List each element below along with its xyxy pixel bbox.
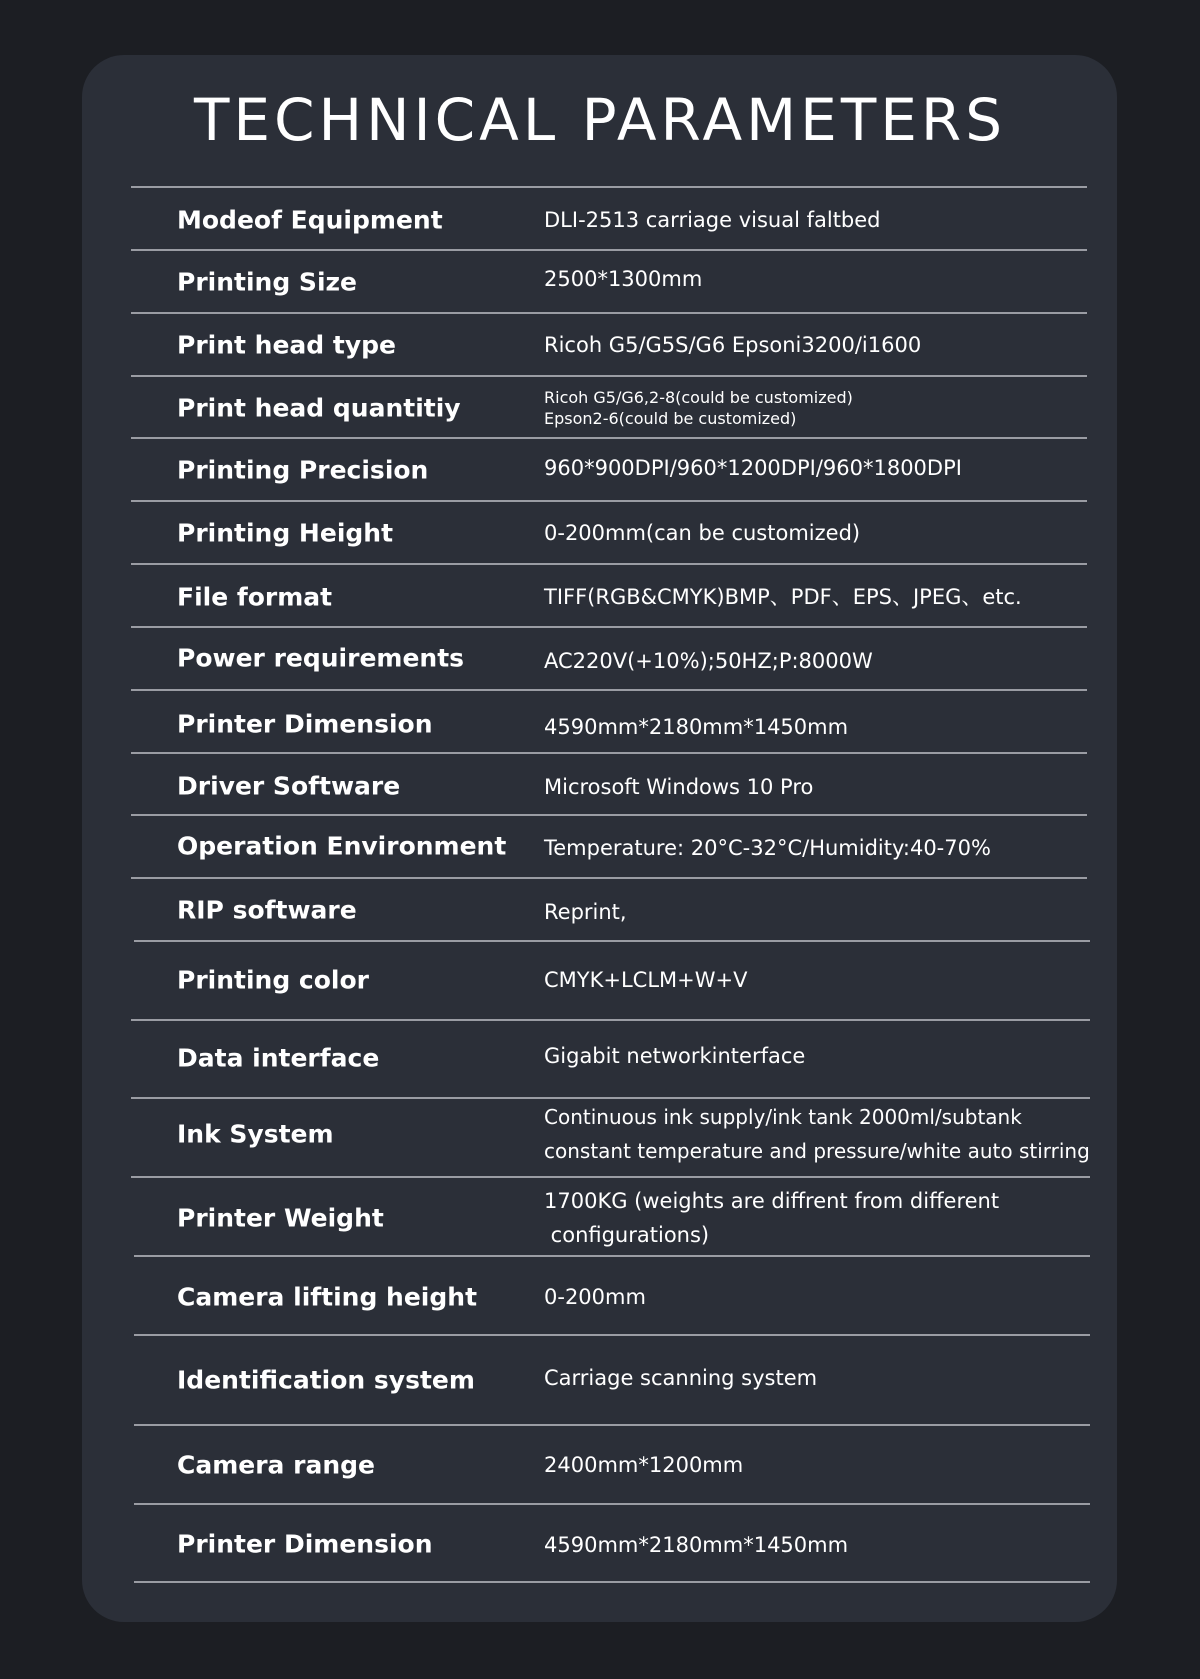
parameter-label: Operation Environment — [177, 831, 507, 861]
parameter-value-line: configurations) — [544, 1223, 710, 1247]
row-divider — [131, 752, 1087, 754]
parameter-value — [544, 580, 1022, 614]
parameter-label: Power requirements — [177, 643, 465, 673]
parameter-label: Ink System — [177, 1119, 334, 1149]
row-divider — [131, 437, 1087, 439]
parameter-value — [544, 1361, 817, 1395]
parameter-value-line: Carriage scanning system — [544, 1366, 818, 1390]
parameter-label: Modeof Equipment — [177, 205, 443, 235]
parameter-value — [544, 451, 962, 485]
row-divider — [131, 877, 1087, 879]
parameter-label: Print head type — [177, 330, 396, 360]
row-divider — [131, 249, 1087, 251]
parameter-value — [544, 1448, 743, 1482]
parameter-label: Camera lifting height — [177, 1282, 478, 1312]
parameter-value-line: constant temperature and pressure/white auto stirring — [544, 1139, 1090, 1163]
parameter-label: Print head quantitiy — [177, 393, 461, 423]
parameter-value — [544, 831, 991, 865]
parameter-value-line: 4590mm*2180mm*1450mm — [544, 1533, 849, 1557]
row-divider — [131, 375, 1087, 377]
parameter-label: Driver Software — [177, 771, 401, 801]
parameter-value-line: 2400mm*1200mm — [544, 1453, 744, 1477]
row-divider — [134, 1334, 1090, 1336]
row-divider — [131, 500, 1087, 502]
parameter-value-line: 0-200mm(can be customized) — [544, 521, 861, 545]
row-divider — [131, 186, 1087, 188]
parameter-value — [544, 516, 860, 550]
parameter-value — [544, 387, 853, 429]
parameter-value-line: 960*900DPI/960*1200DPI/960*1800DPI — [544, 456, 962, 480]
parameter-value-line: DLI-2513 carriage visual faltbed — [544, 208, 881, 232]
parameter-value — [544, 1100, 1090, 1168]
parameter-value — [544, 262, 702, 296]
parameter-label: Printing Height — [177, 518, 394, 548]
row-divider — [134, 1424, 1090, 1426]
parameter-label: Printer Weight — [177, 1203, 384, 1233]
parameter-label: Data interface — [177, 1043, 380, 1073]
parameter-value-line: Ricoh G5/G5S/G6 Epsoni3200/i1600 — [544, 333, 922, 357]
parameter-value-line: TIFF(RGB&CMYK)BMP、PDF、EPS、JPEG、etc. — [544, 585, 1022, 609]
row-divider — [131, 312, 1087, 314]
parameter-value-line: AC220V(+10%);50HZ;P:8000W — [544, 649, 873, 673]
parameter-value-line: 4590mm*2180mm*1450mm — [544, 715, 849, 739]
parameter-value — [544, 895, 627, 929]
parameter-value-line: Microsoft Windows 10 Pro — [544, 775, 814, 799]
parameter-value-line: Gigabit networkinterface — [544, 1044, 806, 1068]
parameter-value — [544, 1184, 999, 1252]
parameter-label: Printing color — [177, 965, 370, 995]
parameter-value — [544, 963, 747, 997]
parameter-label: File format — [177, 582, 333, 612]
parameter-value — [544, 770, 813, 804]
parameter-label: Printing Precision — [177, 455, 429, 485]
parameter-value-line: 0-200mm — [544, 1285, 646, 1309]
parameter-value-line: Continuous ink supply/ink tank 2000ml/subtank — [544, 1105, 1022, 1129]
parameter-value-line: Epson2-6(could be customized) — [544, 409, 797, 428]
parameter-value — [544, 644, 873, 678]
parameter-label: Printer Dimension — [177, 709, 433, 739]
parameter-value-line: Reprint, — [544, 900, 627, 924]
row-divider — [134, 940, 1090, 942]
parameter-value-line: 1700KG (weights are diffrent from different — [544, 1189, 1000, 1213]
row-divider — [131, 814, 1087, 816]
row-divider — [131, 563, 1087, 565]
parameter-value — [544, 1039, 805, 1073]
page-title: TECHNICAL PARAMETERS — [193, 86, 1007, 154]
parameter-value-line: 2500*1300mm — [544, 267, 703, 291]
parameter-value-line: CMYK+LCLM+W+V — [544, 968, 748, 992]
parameter-label: Camera range — [177, 1450, 375, 1480]
row-divider — [134, 1581, 1090, 1583]
row-divider — [131, 626, 1087, 628]
parameter-label: Printer Dimension — [177, 1529, 433, 1559]
parameter-value — [544, 710, 848, 744]
row-divider — [131, 1019, 1090, 1021]
parameter-label: RIP software — [177, 895, 357, 925]
row-divider — [131, 689, 1087, 691]
row-divider — [134, 1255, 1090, 1257]
row-divider — [131, 1097, 1090, 1099]
parameter-value — [544, 1528, 848, 1562]
parameter-value — [544, 328, 921, 362]
row-divider — [131, 1176, 1090, 1178]
parameter-value-line: Ricoh G5/G6,2-8(could be customized) — [544, 388, 853, 407]
parameter-value — [544, 1280, 646, 1314]
parameter-value-line: Temperature: 20°C-32°C/Humidity:40-70% — [544, 836, 991, 860]
parameter-value — [544, 203, 881, 237]
parameter-label: Printing Size — [177, 267, 358, 297]
row-divider — [134, 1503, 1090, 1505]
parameter-label: Identification system — [177, 1365, 475, 1395]
